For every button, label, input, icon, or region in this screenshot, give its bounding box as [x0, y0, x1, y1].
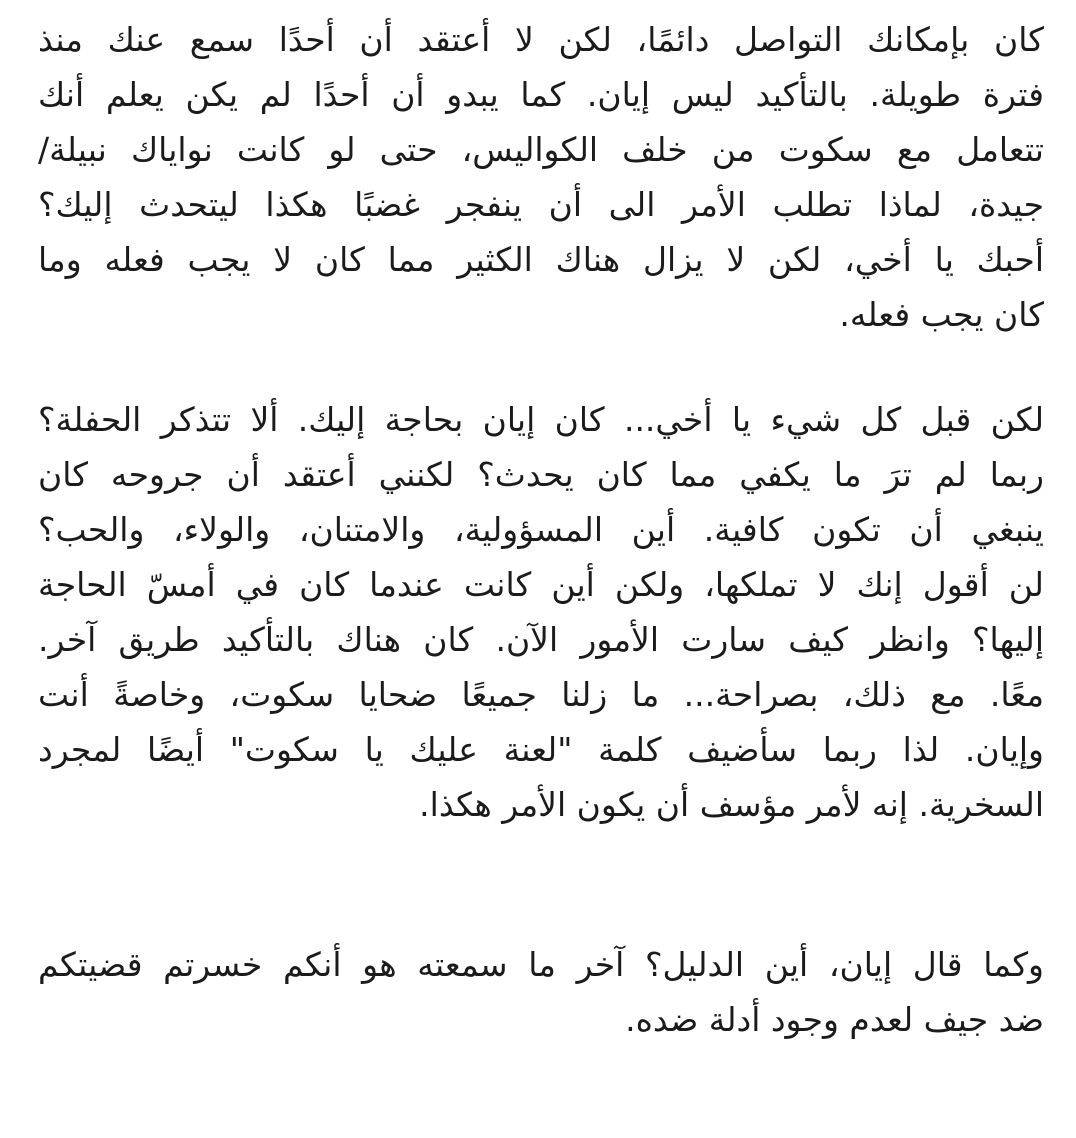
- paragraph-line: وإيان. لذا ربما سأضيف كلمة "لعنة عليك يا سكوت" أيضًا لمجرد: [38, 730, 1044, 769]
- paragraph-line: معًا. مع ذلك، بصراحة... ما زلنا جميعًا ضحايا سكوت، وخاصةً أنت: [38, 675, 1044, 714]
- paragraph-line: ربما لم ترَ ما يكفي مما كان يحدث؟ لكنني أعتقد أن جروحه كان: [38, 455, 1044, 494]
- paragraph-line: لكن قبل كل شيء يا أخي... كان إيان بحاجة إليك. ألا تتذكر الحفلة؟: [38, 400, 1044, 439]
- paragraph-line: لن أقول إنك لا تملكها، ولكن أين كانت عندما كان في أمسّ الحاجة: [38, 565, 1044, 604]
- paragraph-spacer: [38, 342, 1044, 392]
- paragraph-line: جيدة، لماذا تطلب الأمر الى أن ينفجر غضبًا هكذا ليتحدث إليك؟: [38, 185, 1044, 224]
- paragraph-line: السخرية. إنه لأمر مؤسف أن يكون الأمر هكذا.: [419, 785, 1044, 824]
- paragraph-line: تتعامل مع سكوت من خلف الكواليس، حتى لو كانت نواياك نبيلة/: [38, 130, 1044, 169]
- paragraph-line: وكما قال إيان، أين الدليل؟ آخر ما سمعته هو أنكم خسرتم قضيتكم: [38, 945, 1044, 984]
- paragraph-1: [38, 12, 1044, 342]
- paragraph-line: كان بإمكانك التواصل دائمًا، لكن لا أعتقد أن أحدًا سمع عنك منذ: [38, 20, 1044, 59]
- paragraph-line: فترة طويلة. بالتأكيد ليس إيان. كما يبدو أن أحدًا لم يكن يعلم أنك: [38, 75, 1044, 114]
- paragraph-line: ينبغي أن تكون كافية. أين المسؤولية، والامتنان، والولاء، والحب؟: [38, 510, 1044, 549]
- paragraph-2: [38, 392, 1044, 832]
- paragraph-3: [38, 937, 1044, 1047]
- paragraph-line: أحبك يا أخي، لكن لا يزال هناك الكثير مما كان لا يجب فعله وما: [38, 240, 1044, 279]
- paragraph-line: كان يجب فعله.: [839, 295, 1044, 334]
- paragraph-spacer: [38, 832, 1044, 937]
- paragraph-line: ضد جيف لعدم وجود أدلة ضده.: [625, 1000, 1044, 1039]
- paragraph-line: إليها؟ وانظر كيف سارت الأمور الآن. كان هناك بالتأكيد طريق آخر.: [38, 620, 1044, 659]
